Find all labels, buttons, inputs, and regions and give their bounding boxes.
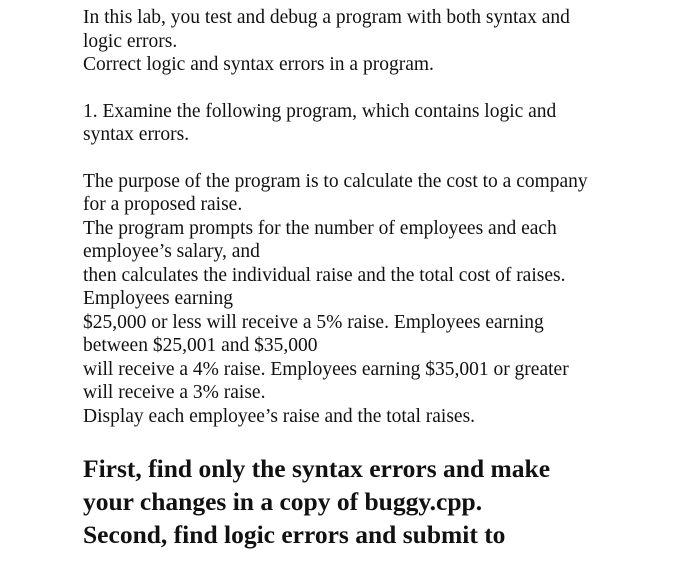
instructions-paragraph [83,452,683,551]
document-body [83,0,683,551]
text-line: syntax errors. [83,124,190,145]
purpose-paragraph [83,170,683,429]
text-line: 1. Examine the following program, which contains logic and [83,100,557,122]
paragraph-gap [83,77,683,100]
step-one-paragraph [83,100,683,147]
text-line: Correct logic and syntax errors in a program. [83,54,434,75]
intro-paragraph [83,6,683,77]
text-line: $25,000 or less will receive a 5% raise. Employees earning [83,311,544,333]
text-line: between $25,001 and $35,000 [83,335,318,356]
text-line: then calculates the individual raise and the total cost of raises. [83,264,566,286]
text-line: employee’s salary, and [83,241,260,262]
text-line: Display each employee’s raise and the total raises. [83,405,476,427]
text-line: will receive a 3% raise. [83,382,266,403]
text-line: The purpose of the program is to calculate the cost to a company [83,170,588,192]
paragraph-gap [83,147,683,170]
instruction-line: First, find only the syntax errors and make [83,454,551,483]
text-line: In this lab, you test and debug a program with both syntax and [83,7,570,28]
paragraph-gap [83,428,683,452]
instruction-line: Second, find logic errors and submit to [83,520,506,549]
instruction-line: your changes in a copy of buggy.cpp. [83,487,483,516]
text-line: logic errors. [83,30,178,52]
text-line: for a proposed raise. [83,194,243,215]
text-line: The program prompts for the number of employees and each [83,217,557,239]
text-line: will receive a 4% raise. Employees earning $35,001 or greater [83,358,569,380]
text-line: Employees earning [83,288,233,309]
